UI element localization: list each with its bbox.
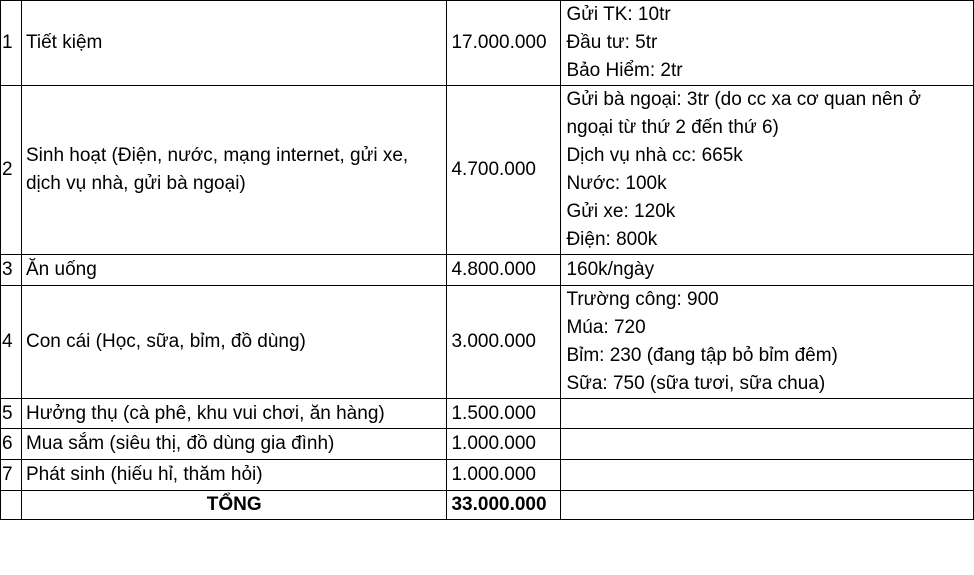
table-row [1,86,974,255]
total-row [1,491,974,520]
detail-line: Trường công: 900 [566,289,719,310]
category-cell: Sinh hoạt (Điện, nước, mạng internet, gửi xe, dịch vụ nhà, gửi bà ngoại) [21,86,446,255]
category-cell: Ăn uống [21,255,446,286]
row-number: 7 [1,460,22,491]
details-cell [561,1,974,86]
table-row [1,1,974,86]
detail-line: Múa: 720 [566,317,646,338]
category-cell: Phát sinh (hiếu hỉ, thăm hỏi) [21,460,446,491]
amount-cell: 3.000.000 [447,286,561,399]
amount-cell: 1.000.000 [447,429,561,460]
row-number: 3 [1,255,22,286]
row-number: 2 [1,86,22,255]
details-cell [561,255,974,286]
amount-cell: 4.700.000 [447,86,561,255]
detail-line: Nước: 100k [566,173,667,194]
amount-cell: 1.500.000 [447,399,561,429]
row-number: 5 [1,399,22,429]
table-row [1,286,974,399]
details-cell [561,399,974,429]
detail-line: Dịch vụ nhà cc: 665k [566,145,743,166]
table-row [1,429,974,460]
amount-cell: 1.000.000 [447,460,561,491]
total-label: TỔNG [21,491,446,520]
table-row [1,255,974,286]
details-cell [561,460,974,491]
detail-line: Điện: 800k [566,229,658,250]
detail-line: 160k/ngày [566,259,655,280]
details-cell [561,429,974,460]
category-cell: Tiết kiệm [21,1,446,86]
details-cell [561,86,974,255]
category-cell: Mua sắm (siêu thị, đồ dùng gia đình) [21,429,446,460]
total-number-cell [1,491,22,520]
detail-line: Bảo Hiểm: 2tr [566,60,683,81]
total-details-cell [561,491,974,520]
detail-line: Đầu tư: 5tr [566,32,658,53]
detail-line: Gửi bà ngoại: 3tr (do cc xa cơ quan nên ở ngoại từ thứ 2 đến thứ 6) [566,89,921,138]
detail-line: Gửi TK: 10tr [566,4,671,25]
table-row [1,460,974,491]
amount-cell: 4.800.000 [447,255,561,286]
detail-line: Bỉm: 230 (đang tập bỏ bỉm đêm) [566,345,838,366]
details-cell [561,286,974,399]
category-cell: Hưởng thụ (cà phê, khu vui chơi, ăn hàng) [21,399,446,429]
row-number: 4 [1,286,22,399]
row-number: 1 [1,1,22,86]
detail-line: Sữa: 750 (sữa tươi, sữa chua) [566,373,826,394]
total-amount: 33.000.000 [447,491,561,520]
table-row [1,399,974,429]
amount-cell: 17.000.000 [447,1,561,86]
detail-line: Gửi xe: 120k [566,201,676,222]
row-number: 6 [1,429,22,460]
category-cell: Con cái (Học, sữa, bỉm, đồ dùng) [21,286,446,399]
